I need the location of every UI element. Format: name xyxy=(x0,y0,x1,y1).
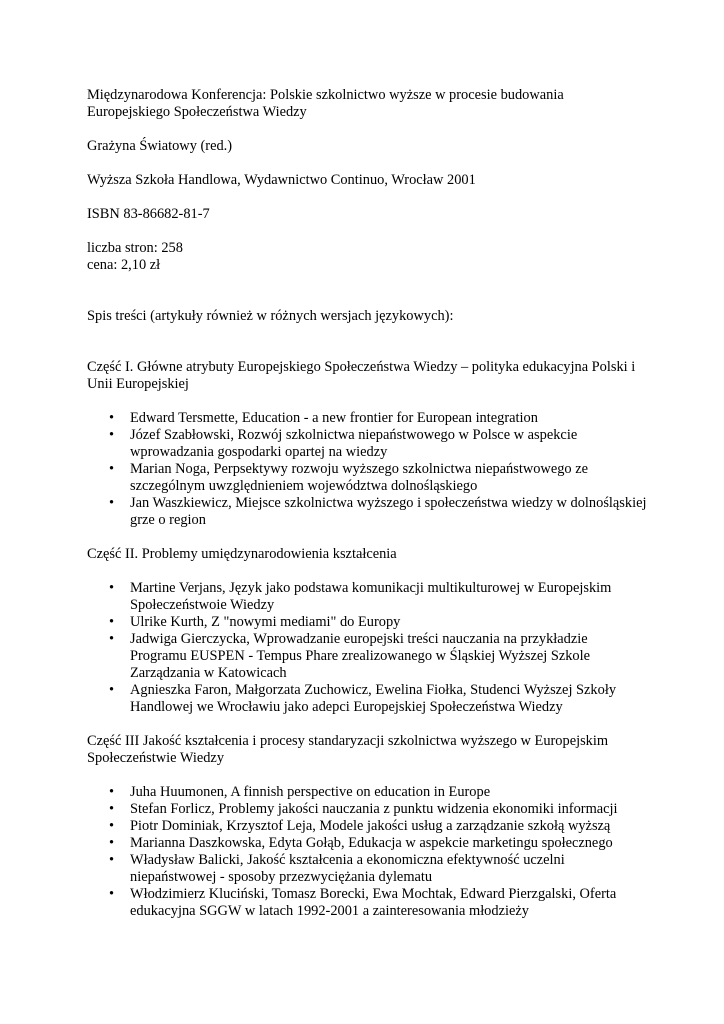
bullet-icon: • xyxy=(109,835,115,851)
bullet-icon: • xyxy=(109,801,115,817)
bullet-icon: • xyxy=(109,410,115,426)
list-item xyxy=(87,495,647,529)
spacer xyxy=(87,291,647,308)
list-item xyxy=(87,801,647,818)
article-entry: Józef Szabłowski, Rozwój szkolnictwa niepaństwowego w Polsce w aspekcie wprowadzania gospodarki opartej na wiedzy xyxy=(130,427,578,460)
isbn-line: ISBN 83-86682-81-7 xyxy=(87,206,210,222)
list-item xyxy=(87,427,647,461)
article-entry: Juha Huumonen, A finnish perspective on education in Europe xyxy=(130,784,491,800)
bullet-icon: • xyxy=(109,852,115,868)
article-list xyxy=(87,410,647,529)
article-entry: Marianna Daszkowska, Edyta Gołąb, Edukacja w aspekcie marketingu społecznego xyxy=(130,835,613,851)
article-entry: Edward Tersmette, Education - a new frontier for European integration xyxy=(130,410,538,426)
document-page xyxy=(87,87,647,937)
article-entry: Stefan Forlicz, Problemy jakości nauczania z punktu widzenia ekonomiki informacji xyxy=(130,801,618,817)
list-item xyxy=(87,886,647,920)
article-entry: Jadwiga Gierczycka, Wprowadzanie europejski treści nauczania na przykładzie Programu EUSPEN - Tempus Phare zrealizowanego w Śląskiej Wyższej Szkole Zarządzania w Katowicach xyxy=(130,631,590,681)
list-item xyxy=(87,461,647,495)
list-item xyxy=(87,852,647,886)
bullet-icon: • xyxy=(109,427,115,443)
section-2 xyxy=(87,546,647,716)
bullet-icon: • xyxy=(109,614,115,630)
publisher-line: Wyższa Szkoła Handlowa, Wydawnictwo Continuo, Wrocław 2001 xyxy=(87,172,476,188)
bullet-icon: • xyxy=(109,495,115,511)
section-3 xyxy=(87,733,647,920)
section-1 xyxy=(87,359,647,529)
conference-title: Międzynarodowa Konferencja: Polskie szkolnictwo wyższe w procesie budowania Europejskiego Społeczeństwa Wiedzy xyxy=(87,87,564,120)
bullet-icon: • xyxy=(109,784,115,800)
section-title: Część III Jakość kształcenia i procesy standaryzacji szkolnictwa wyższego w Europejskim Społeczeństwie Wiedzy xyxy=(87,733,609,766)
bullet-icon: • xyxy=(109,886,115,902)
article-entry: Martine Verjans, Język jako podstawa komunikacji multikulturowej w Europejskim Społeczeństwoie Wiedzy xyxy=(130,580,612,613)
bullet-icon: • xyxy=(109,580,115,596)
list-item xyxy=(87,818,647,835)
page-count-line: liczba stron: 258 xyxy=(87,240,183,256)
section-title: Część II. Problemy umiędzynarodowienia kształcenia xyxy=(87,546,397,562)
article-entry: Agnieszka Faron, Małgorzata Zuchowicz, Ewelina Fiołka, Studenci Wyższej Szkoły Handlowej we Wrocławiu jako adepci Europejskiej Społeczeństwa Wiedzy xyxy=(130,682,617,715)
list-item xyxy=(87,614,647,631)
list-item xyxy=(87,410,647,427)
bullet-icon: • xyxy=(109,631,115,647)
list-item xyxy=(87,784,647,801)
bullet-icon: • xyxy=(109,818,115,834)
toc-heading: Spis treści (artykuły również w różnych wersjach językowych): xyxy=(87,308,454,324)
list-item xyxy=(87,580,647,614)
article-entry: Włodzimierz Kluciński, Tomasz Borecki, Ewa Mochtak, Edward Pierzgalski, Oferta edukacyjna SGGW w latach 1992-2001 a zainteresowania młodzieży xyxy=(130,886,617,919)
spacer xyxy=(87,342,647,359)
article-entry: Piotr Dominiak, Krzysztof Leja, Modele jakości usług a zarządzanie szkołą wyższą xyxy=(130,818,611,834)
article-entry: Ulrike Kurth, Z "nowymi mediami" do Europy xyxy=(130,614,401,630)
article-entry: Władysław Balicki, Jakość kształcenia a ekonomiczna efektywność uczelni niepaństwowej - sposoby przezwyciężania dylematu xyxy=(130,852,565,885)
list-item xyxy=(87,631,647,682)
editor-line: Grażyna Światowy (red.) xyxy=(87,138,233,154)
article-list xyxy=(87,580,647,716)
bullet-icon: • xyxy=(109,682,115,698)
price-line: cena: 2,10 zł xyxy=(87,257,161,273)
list-item xyxy=(87,835,647,852)
article-entry: Jan Waszkiewicz, Miejsce szkolnictwa wyższego i społeczeństwa wiedzy w dolnośląskiej grze o region xyxy=(130,495,647,528)
list-item xyxy=(87,682,647,716)
bullet-icon: • xyxy=(109,461,115,477)
article-entry: Marian Noga, Perpsektywy rozwoju wyższego szkolnictwa niepaństwowego ze szczególnym uwzględnieniem województwa dolnośląskiego xyxy=(130,461,588,494)
section-title: Część I. Główne atrybuty Europejskiego Społeczeństwa Wiedzy – polityka edukacyjna Polski i Unii Europejskiej xyxy=(87,359,636,392)
article-list xyxy=(87,784,647,920)
